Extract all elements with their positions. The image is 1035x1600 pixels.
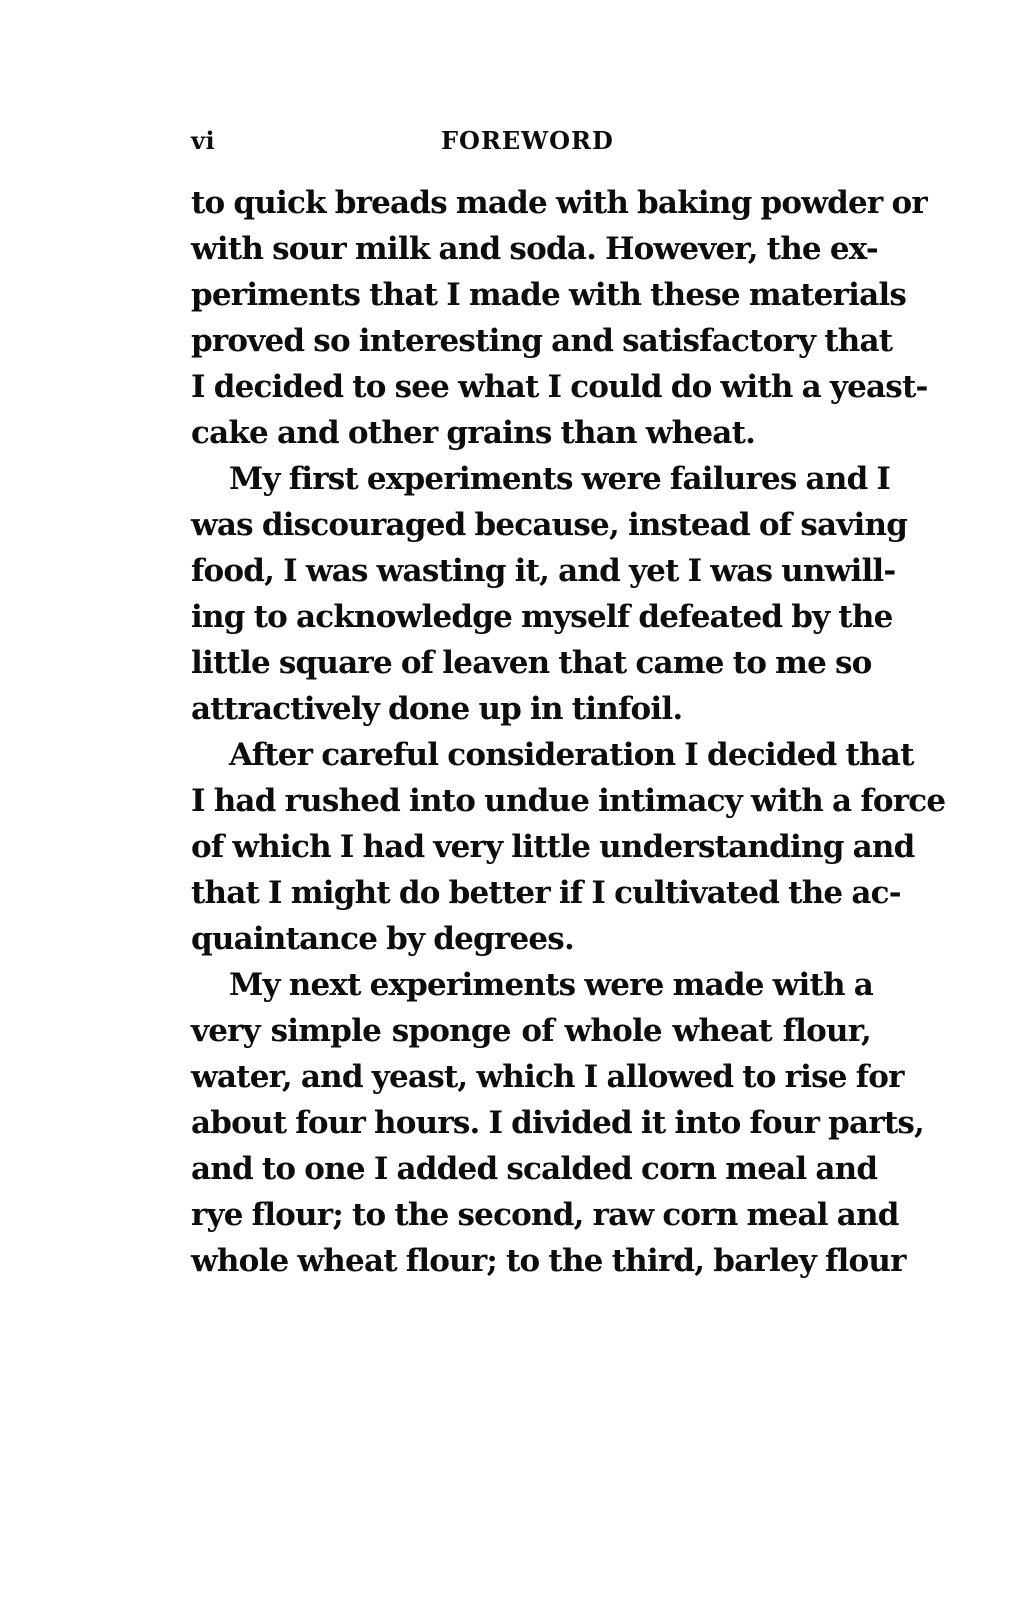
text-line: whole wheat flour; to the third, barley flour — [191, 1243, 906, 1279]
body-text — [191, 180, 946, 1284]
text-line: little square of leaven that came to me so — [191, 645, 872, 681]
text-line: periments that I made with these materials — [191, 277, 906, 313]
text-line: My next experiments were made with a — [229, 967, 874, 1003]
paragraph — [191, 962, 925, 1284]
text-line: to quick breads made with baking powder or — [191, 185, 927, 221]
text-line: and to one I added scalded corn meal and — [191, 1151, 878, 1187]
text-line: of which I had very little understanding and — [191, 829, 915, 865]
text-line: very simple sponge of whole wheat flour, — [191, 1013, 871, 1049]
text-line: I had rushed into undue intimacy with a force — [191, 783, 946, 819]
paragraph — [191, 180, 928, 456]
text-line: that I might do better if I cultivated the ac- — [191, 875, 901, 911]
text-line: quaintance by degrees. — [191, 921, 574, 957]
text-line: I decided to see what I could do with a yeast- — [191, 369, 928, 405]
page-heading: FOREWORD — [441, 126, 614, 155]
text-line: ing to acknowledge myself defeated by the — [191, 599, 893, 635]
text-line: cake and other grains than wheat. — [191, 415, 756, 451]
text-line: about four hours. I divided it into four parts, — [191, 1105, 925, 1141]
paragraph — [191, 732, 946, 962]
page-number: vi — [191, 126, 216, 155]
text-line: with sour milk and soda. However, the ex- — [191, 231, 878, 267]
text-line: proved so interesting and satisfactory that — [191, 323, 893, 359]
text-line: rye flour; to the second, raw corn meal and — [191, 1197, 899, 1233]
text-line: My first experiments were failures and I — [229, 461, 891, 497]
paragraph — [191, 456, 908, 732]
text-line: attractively done up in tinfoil. — [191, 691, 683, 727]
text-line: food, I was wasting it, and yet I was unwill- — [191, 553, 896, 589]
text-line: was discouraged because, instead of saving — [191, 507, 908, 543]
text-line: After careful consideration I decided that — [229, 737, 914, 773]
text-line: water, and yeast, which I allowed to rise for — [191, 1059, 904, 1095]
running-head — [191, 126, 871, 166]
